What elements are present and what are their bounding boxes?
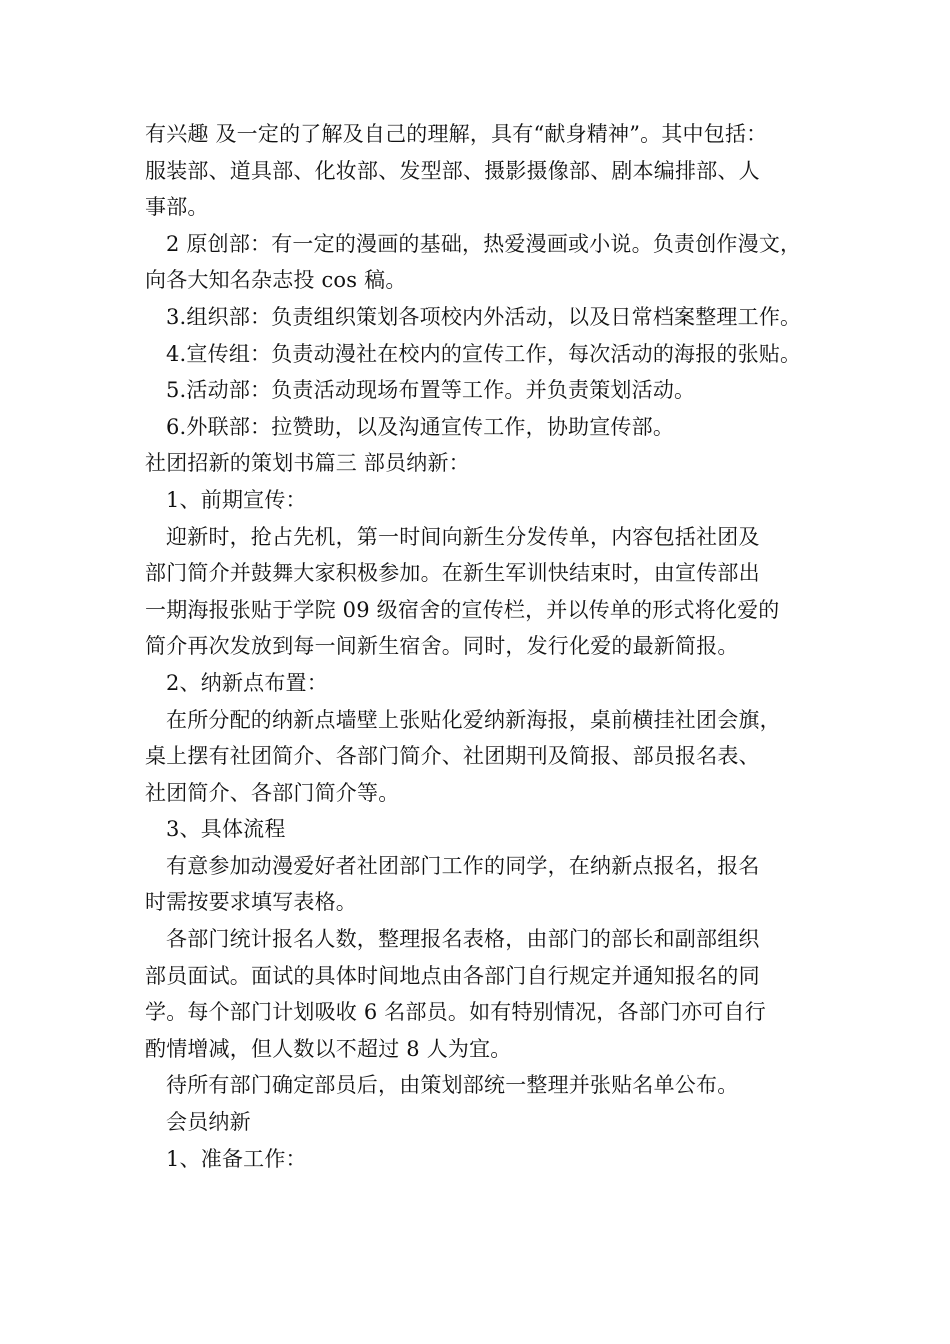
text-line: 会员纳新 <box>166 1110 251 1135</box>
text-line: 一期海报张贴于学院 09 级宿舍的宣传栏，并以传单的形式将化爱的 <box>145 597 780 622</box>
text-line: 社团简介、各部门简介等。 <box>145 780 400 805</box>
text-line: 部门简介并鼓舞大家积极参加。在新生军训快结束时，由宣传部出 <box>145 561 760 586</box>
text-line: 4.宣传组：负责动漫社在校内的宣传工作，每次活动的海报的张贴。 <box>166 341 802 366</box>
text-line: 酌情增减，但人数以不超过 8 人为宜。 <box>145 1036 512 1061</box>
text-line: 向各大知名杂志投 cos 稿。 <box>145 268 407 293</box>
text-line: 2、纳新点布置： <box>166 670 328 695</box>
text-line: 各部门统计报名人数，整理报名表格，由部门的部长和副部组织 <box>166 927 760 952</box>
text-line: 桌上摆有社团简介、各部门简介、社团期刊及简报、部员报名表、 <box>145 744 760 769</box>
text-line: 迎新时，抢占先机，第一时间向新生分发传单，内容包括社团及 <box>166 524 760 549</box>
text-line: 学。每个部门计划吸收 6 名部员。如有特别情况，各部门亦可自行 <box>145 1000 766 1025</box>
text-line: 待所有部门确定部员后，由策划部统一整理并张贴名单公布。 <box>166 1073 739 1098</box>
text-line: 3、具体流程 <box>166 817 286 842</box>
text-line: 3.组织部：负责组织策划各项校内外活动，以及日常档案整理工作。 <box>166 304 802 329</box>
text-line: 在所分配的纳新点墙壁上张贴化爱纳新海报，桌前横挂社团会旗， <box>166 707 781 732</box>
text-line: 5.活动部：负责活动现场布置等工作。并负责策划活动。 <box>166 378 696 403</box>
text-line: 简介再次发放到每一间新生宿舍。同时，发行化爱的最新简报。 <box>145 634 739 659</box>
text-line: 6.外联部：拉赞助，以及沟通宣传工作，协助宣传部。 <box>166 414 675 439</box>
text-line: 有兴趣 及一定的了解及自己的理解，具有“献身精神”。其中包括： <box>145 122 768 146</box>
text-line: 有意参加动漫爱好者社团部门工作的同学，在纳新点报名，报名 <box>166 853 760 878</box>
text-line: 1、前期宣传： <box>166 487 307 512</box>
text-line: 时需按要求填写表格。 <box>145 890 357 915</box>
text-line: 社团招新的策划书篇三 部员纳新： <box>145 451 470 476</box>
text-line: 1、准备工作： <box>166 1146 307 1171</box>
document-body <box>145 116 835 1177</box>
text-line: 部员面试。面试的具体时间地点由各部门自行规定并通知报名的同 <box>145 963 760 988</box>
text-line: 事部。 <box>145 195 209 220</box>
text-line: 2 原创部：有一定的漫画的基础，热爱漫画或小说。负责创作漫文， <box>166 231 802 256</box>
text-line: 服装部、道具部、化妆部、发型部、摄影摄像部、剧本编排部、人 <box>145 158 760 183</box>
